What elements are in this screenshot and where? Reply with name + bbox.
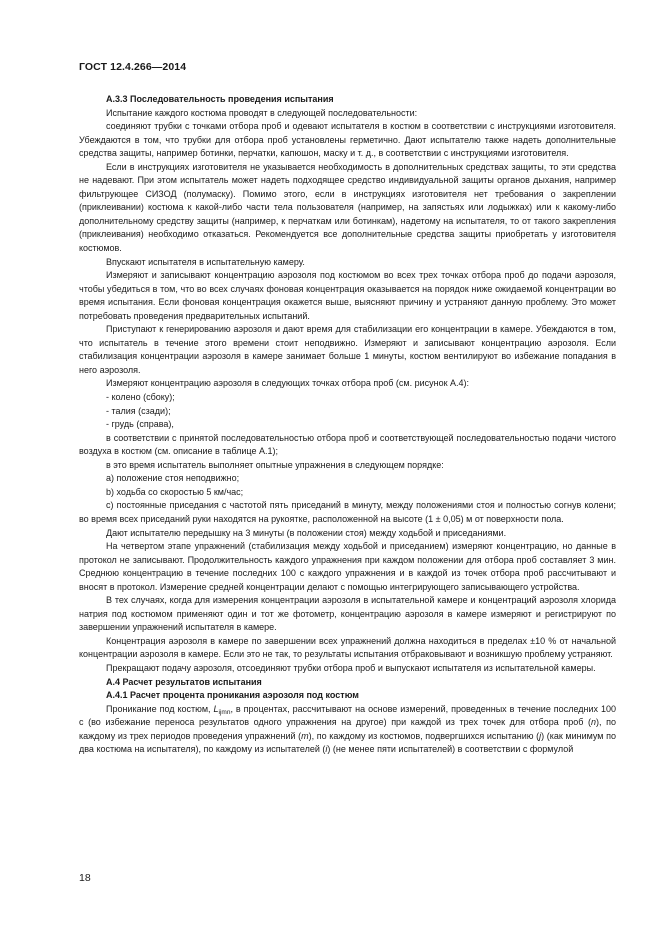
variable-n: n: [590, 717, 596, 728]
text-run: , в процентах, рассчитывают на основе измерений, проведенных в течение последних 100 с (во избежание переноса результатов одного упражнения на другое) при каждой из трех точек для отбора проб (: [79, 703, 616, 728]
section-a33-title: А.3.3 Последовательность проведения испытания: [106, 94, 334, 104]
paragraph: На четвертом этапе упражнений (стабилизация между ходьбой и приседанием) измеряют концентрацию, но данные в протокол не записывают. Продолжительность каждого упражнения при каждом положении для отбора проб составляет 3 мин. Среднюю концентрацию в течение последних 100 с каждого упражнения и в каждой из точек отбора проб рассчитывают и вносят в протокол. Измерение средней концентрации делают с помощью интегрирующего записывающего устройства.: [79, 541, 616, 592]
paragraph: соединяют трубки с точками отбора проб и одевают испытателя в костюм в соответствии с инструкциями изготовителя. Убеждаются в том, что трубки для отбора проб установлены герметично. Дают испытателю также надеть дополнительные средства защиты, например ботинки, перчатки, капюшон, маску и т. д., в соответствии с инструкциями изготовителя.: [79, 121, 616, 159]
section-a41-title: А.4.1 Расчет процента проникания аэрозоля под костюм: [106, 690, 359, 701]
paragraph: Прекращают подачу аэрозоля, отсоединяют трубки отбора проб и выпускают испытателя из испытательной камеры.: [106, 662, 596, 673]
symbol-subscript: ijmn: [218, 708, 231, 716]
document-header: ГОСТ 12.4.266—2014: [79, 61, 187, 73]
variable-m: m: [301, 730, 309, 741]
paragraph: Испытание каждого костюма проводят в следующей последовательности:: [106, 107, 418, 118]
exercise-item: a) положение стоя неподвижно;: [106, 473, 240, 484]
section-a4-title: А.4 Расчет результатов испытания: [106, 676, 262, 687]
sampling-point-item: - грудь (справа),: [106, 419, 174, 430]
text-run: ) (не менее пяти испытателей) в соответствии с формулой: [327, 744, 574, 755]
page-number: 18: [79, 872, 91, 884]
paragraph: в соответствии с принятой последовательностью отбора проб и соответствующей последовательностью подачи чистого воздуха в костюм (см. описание в таблице А.1);: [79, 432, 616, 457]
document-body: [79, 93, 616, 757]
text-run: ), по каждому из костюмов, подвергшихся испытанию (: [308, 730, 540, 741]
sampling-point-item: - колено (сбоку);: [106, 392, 175, 403]
variable-i: i: [325, 744, 328, 755]
paragraph: Измеряют концентрацию аэрозоля в следующих точках отбора проб (см. рисунок А.4):: [106, 378, 470, 389]
text-run: ) (как минимум по два костюма на испытателя), по каждому из испытателей (: [79, 730, 616, 755]
paragraph: Концентрация аэрозоля в камере по завершении всех упражнений должна находиться в пределах ±10 % от начальной концентрации аэрозоля в камере. Если это не так, то результаты испытания отбраковывают и возникшую проблему устраняют.: [79, 635, 616, 660]
variable-j: j: [539, 730, 542, 741]
text-run: Проникание под костюм,: [106, 703, 214, 714]
text-run: ), по каждому из трех периодов проведения упражнений (: [79, 717, 616, 741]
sampling-point-item: - талия (сзади);: [106, 405, 171, 416]
symbol-l: L: [213, 703, 219, 714]
paragraph: Измеряют и записывают концентрацию аэрозоля под костюмом во всех трех точках отбора проб до подачи аэрозоля, чтобы убедиться в том, что во всех случаях фоновая концентрация оказывается на порядок ниже ожидаемой концентрации во время испытания. Если фоновая концентрация окажется выше, выясняют причину и устраняют данную проблему. Это может потребовать проведения предварительных испытаний.: [79, 270, 616, 321]
paragraph: Впускают испытателя в испытательную камеру.: [106, 256, 305, 267]
paragraph: в это время испытатель выполняет опытные упражнения в следующем порядке:: [106, 459, 444, 470]
formula-intro-paragraph: [79, 703, 616, 757]
paragraph: Дают испытателю передышку на 3 минуты (в положении стоя) между ходьбой и приседаниями.: [106, 527, 507, 538]
exercise-item: c) постоянные приседания с частотой пять приседаний в минуту, между положениями стоя и полностью согнув колени; во время всех приседаний руки находятся на рукоятке, расположенной на высоте (1 ± 0,05) м от поверхности пола.: [79, 500, 616, 524]
exercise-item: b) ходьба со скоростью 5 км/час;: [106, 486, 244, 497]
paragraph: Если в инструкциях изготовителя не указывается необходимость в дополнительных средствах защиты, то эти средства не надевают. При этом испытатель может надеть подходящее средство индивидуальной защиты органов дыхания, например фильтрующее СИЗОД (полумаску). Помимо этого, если в инструкциях изготовителя нет требования о закреплении (приклеивании) костюма к какой-либо части тела пользователя (например, на запястьях или лодыжках) или к какому-либо дополнительному средству защиты (например, к перчаткам или ботинкам), надетому на испытателя, то от такого закрепления (приклеивания) необходимо отказаться. Рекомендуется все дополнительные средства защиты приобретать у изготовителя костюмов.: [79, 161, 616, 254]
paragraph: В тех случаях, когда для измерения концентрации аэрозоля в испытательной камере и концентраций аэрозоля хлорида натрия под костюмом применяют один и тот же фотометр, концентрацию аэрозоля в камере измеряют и регистрируют по завершении упражнений испытателя в камере.: [79, 595, 616, 633]
paragraph: Приступают к генерированию аэрозоля и дают время для стабилизации его концентрации в камере. Убеждаются в том, что испытатель в течение этого времени стоит неподвижно. Измеряют и записывают концентрацию аэрозоля. Если стабилизация концентрации аэрозоля в камере занимает больше 1 минуты, костюм вентилируют во избежание попадания в него аэрозоля.: [79, 324, 616, 375]
